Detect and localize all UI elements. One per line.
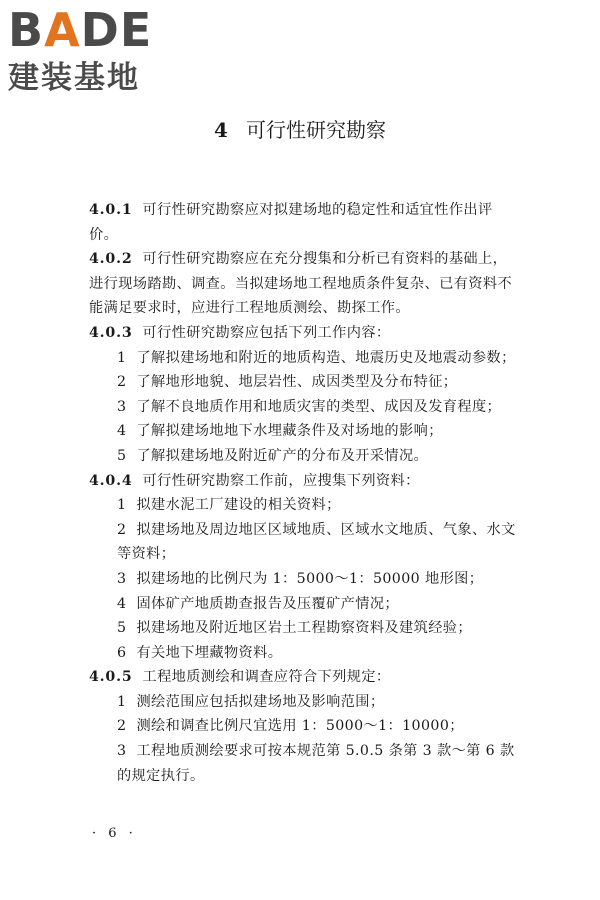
item-text: 拟建场地的比例尺为 1：5000～1：50000 地形图；	[136, 570, 484, 587]
logo-brand-text	[8, 4, 152, 56]
item-number: 2	[117, 374, 127, 391]
list-item	[89, 592, 521, 617]
clause-text: 可行性研究勘察工作前，应搜集下列资料：	[142, 472, 420, 489]
item-text: 了解拟建场地地下水埋藏条件及对场地的影响；	[136, 423, 443, 440]
list-item	[89, 714, 521, 739]
logo-letter-a: A	[44, 3, 81, 57]
clause-text: 可行性研究勘察应包括下列工作内容：	[142, 324, 391, 341]
logo-letter-b: B	[8, 3, 45, 57]
list-item	[89, 567, 521, 592]
clause-number: 4.0.4	[89, 472, 133, 489]
chapter-number: 4	[214, 118, 228, 142]
item-number: 1	[117, 693, 127, 710]
item-text: 测绘和调查比例尺宜选用 1：5000～1：10000；	[136, 718, 464, 735]
list-item	[89, 616, 521, 641]
item-text: 测绘范围应包括拟建场地及影响范围；	[136, 693, 385, 710]
item-number: 3	[117, 743, 127, 760]
clause-4-0-2	[89, 247, 521, 321]
list-item	[89, 493, 521, 518]
item-text: 固体矿产地质勘查报告及压覆矿产情况；	[136, 595, 400, 612]
chapter-title: 可行性研究勘察	[245, 118, 386, 142]
brand-logo	[8, 4, 178, 100]
item-number: 4	[117, 423, 127, 440]
list-item	[89, 370, 521, 395]
clause-text: 可行性研究勘察应对拟建场地的稳定性和适宜性作出评价。	[89, 202, 493, 243]
item-number: 3	[117, 570, 127, 587]
item-text: 了解不良地质作用和地质灾害的类型、成因及发育程度；	[136, 398, 502, 415]
item-number: 5	[117, 447, 127, 464]
item-number: 1	[117, 497, 127, 514]
item-number: 1	[117, 349, 127, 366]
item-text: 了解地形地貌、地层岩性、成因类型及分布特征；	[136, 374, 458, 391]
item-text: 拟建场地及附近地区岩土工程勘察资料及建筑经验；	[136, 620, 472, 637]
clause-4-0-4	[89, 469, 521, 494]
clause-number: 4.0.3	[89, 324, 133, 341]
clause-4-0-3	[89, 321, 521, 346]
item-text: 拟建场地及周边地区区域地质、区域水文地质、气象、水文等资料；	[117, 521, 516, 563]
list-item	[89, 690, 521, 715]
list-item	[89, 419, 521, 444]
page-number: · 6 ·	[92, 826, 137, 841]
item-number: 5	[117, 620, 127, 637]
clause-text: 工程地质测绘和调查应符合下列规定：	[142, 669, 391, 686]
item-text: 有关地下埋藏物资料。	[136, 644, 283, 661]
item-text: 了解拟建场地和附近的地质构造、地震历史及地震动参数；	[136, 349, 516, 366]
list-item	[89, 739, 521, 788]
item-number: 2	[117, 521, 127, 538]
item-text: 了解拟建场地及附近矿产的分布及开采情况。	[136, 447, 429, 464]
list-item	[89, 641, 521, 666]
item-text: 工程地质测绘要求可按本规范第 5.0.5 条第 3 款～第 6 款的规定执行。	[117, 743, 515, 784]
logo-letters-de: DE	[80, 3, 153, 57]
list-item	[89, 395, 521, 420]
clause-text: 可行性研究勘察应在充分搜集和分析已有资料的基础上，进行现场踏勘、调查。当拟建场地工程地质条件复杂、已有资料不能满足要求时，应进行工程地质测绘、勘探工作。	[89, 251, 513, 317]
document-body	[89, 198, 521, 788]
item-number: 6	[117, 644, 127, 661]
clause-number: 4.0.1	[89, 202, 133, 218]
item-text: 拟建水泥工厂建设的相关资料；	[136, 497, 341, 514]
logo-subtitle: 建装基地	[8, 60, 140, 96]
item-number: 2	[117, 718, 127, 735]
item-number: 4	[117, 595, 127, 612]
clause-4-0-1	[89, 198, 521, 247]
item-number: 3	[117, 398, 127, 415]
chapter-heading	[0, 117, 600, 143]
clause-number: 4.0.2	[89, 251, 133, 268]
list-item	[89, 444, 521, 469]
clause-4-0-5	[89, 665, 521, 690]
list-item	[89, 518, 521, 567]
clause-number: 4.0.5	[89, 669, 133, 686]
list-item	[89, 346, 521, 371]
